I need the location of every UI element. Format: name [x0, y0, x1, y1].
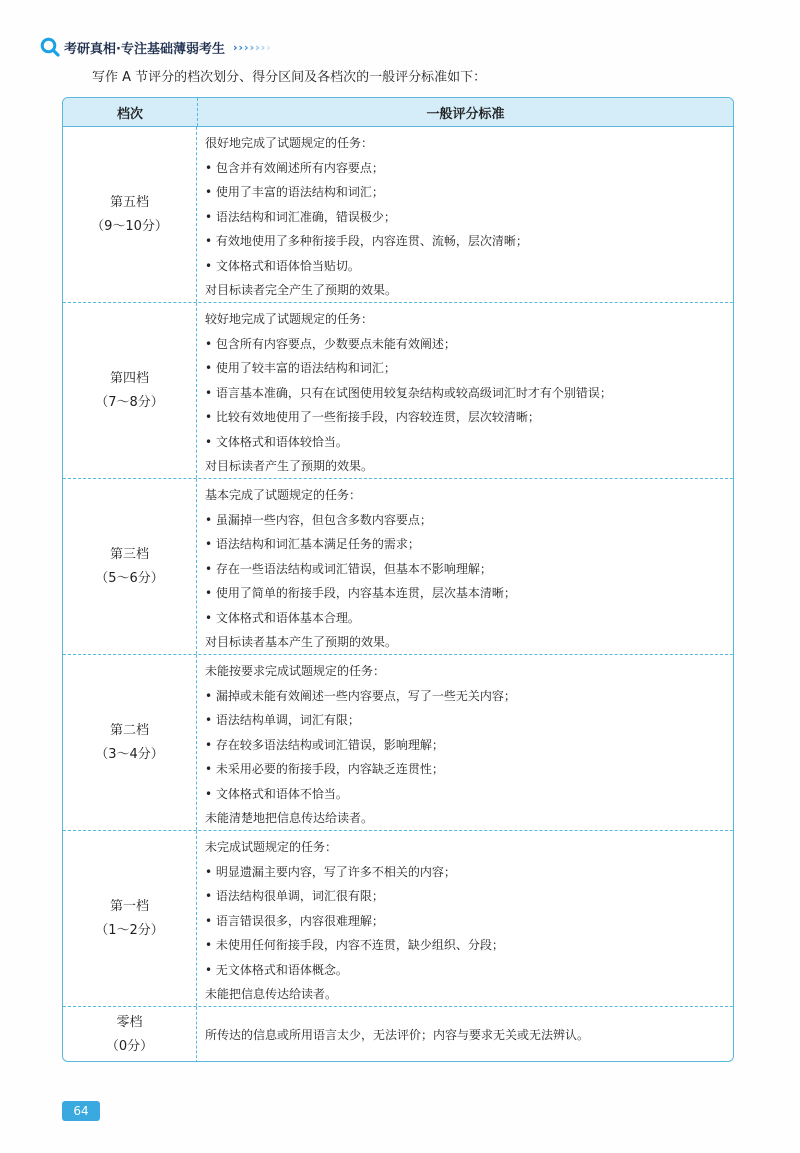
criteria-bullet-item: • 未使用任何衔接手段，内容不连贯，缺少组织、分段； — [205, 938, 504, 952]
column-header-criteria: 一般评分标准 — [426, 106, 505, 122]
level-name: 第三档 — [109, 546, 149, 562]
criteria-bullet-item: • 有效地使用了多种衔接手段，内容连贯、流畅，层次清晰； — [205, 234, 528, 248]
search-icon — [40, 37, 60, 57]
criteria-bullet-item: • 使用了较丰富的语法结构和词汇； — [205, 361, 396, 375]
level-score-range: （5～6分） — [95, 570, 164, 586]
table-row — [63, 655, 733, 831]
chevron-right-icon: › — [260, 40, 266, 54]
level-score-range: （9～10分） — [91, 218, 168, 234]
intro-text: 写作 A 节评分的档次划分、得分区间及各档次的一般评分标准如下： — [92, 70, 487, 85]
criteria-bullet-item: • 语法结构很单调，词汇很有限； — [205, 889, 384, 903]
criteria-text: 未能按要求完成试题规定的任务： — [205, 664, 386, 678]
table-row — [63, 479, 733, 655]
criteria-cell — [197, 127, 733, 302]
chevron-right-icon: › — [255, 40, 260, 54]
header-title: 考研真相·专注基础薄弱考生 — [64, 41, 225, 57]
criteria-bullet-item: • 文体格式和语体较恰当。 — [205, 434, 348, 449]
level-name: 第四档 — [109, 370, 149, 386]
criteria-bullet-item: • 虽漏掉一些内容，但包含多数内容要点； — [205, 512, 432, 527]
level-cell — [63, 127, 197, 302]
criteria-text: 对目标读者完全产生了预期的效果。 — [205, 283, 398, 297]
scoring-table — [62, 97, 734, 1062]
level-score-range: （0分） — [105, 1039, 154, 1054]
chevron-right-icon: › — [266, 40, 271, 54]
criteria-bullet-item: • 包含所有内容要点，少数要点未能有效阐述； — [205, 336, 456, 351]
level-score-range: （1～2分） — [95, 922, 164, 938]
chevron-right-icon: › — [232, 40, 238, 54]
criteria-cell — [197, 831, 733, 1006]
criteria-bullet-item: • 语法结构单调，词汇有限； — [205, 713, 360, 727]
criteria-bullet-item: • 存在一些语法结构或词汇错误，但基本不影响理解； — [205, 561, 492, 576]
table-body — [63, 127, 733, 1062]
criteria-bullet-item: • 语言错误很多，内容很难理解； — [205, 913, 384, 928]
table-row — [63, 127, 733, 303]
level-name: 第五档 — [109, 194, 149, 210]
criteria-text: 所传达的信息或所用语言太少，无法评价；内容与要求无关或无法辨认。 — [205, 1027, 590, 1042]
chevron-right-icon: › — [238, 40, 244, 54]
table-row — [63, 1007, 733, 1062]
chevron-right-icon: › — [249, 40, 255, 54]
level-cell — [63, 655, 197, 830]
criteria-bullet-item: • 语言基本准确，只有在试图使用较复杂结构或较高级词汇时才有个别错误； — [205, 385, 612, 400]
criteria-bullet-item: • 使用了简单的衔接手段，内容基本连贯，层次基本清晰； — [205, 586, 516, 600]
column-header-level: 档次 — [63, 98, 198, 126]
criteria-bullet-item: • 语法结构和词汇基本满足任务的需求； — [205, 537, 420, 551]
criteria-cell — [197, 303, 733, 478]
header-arrows — [233, 42, 272, 53]
criteria-bullet-item: • 文体格式和语体不恰当。 — [205, 786, 348, 801]
criteria-cell — [197, 1007, 733, 1062]
criteria-text: 未完成试题规定的任务： — [205, 840, 338, 854]
criteria-bullet-item: • 文体格式和语体恰当贴切。 — [205, 258, 360, 273]
criteria-bullet-item: • 明显遗漏主要内容，写了许多不相关的内容； — [205, 864, 456, 879]
criteria-cell — [197, 655, 733, 830]
table-row — [63, 303, 733, 479]
level-cell — [63, 831, 197, 1006]
criteria-text: 对目标读者产生了预期的效果。 — [205, 459, 374, 473]
level-cell — [63, 1007, 197, 1062]
level-name: 零档 — [116, 1015, 143, 1030]
criteria-bullet-item: • 包含并有效阐述所有内容要点； — [205, 160, 384, 175]
criteria-text: 对目标读者基本产生了预期的效果。 — [205, 635, 398, 649]
level-name: 第一档 — [109, 898, 149, 914]
page-number: 64 — [62, 1101, 100, 1121]
criteria-bullet-item: • 文体格式和语体基本合理。 — [205, 610, 360, 625]
chevron-right-icon: › — [244, 40, 249, 54]
criteria-text: 未能把信息传达给读者。 — [205, 987, 338, 1001]
level-cell — [63, 479, 197, 654]
level-score-range: （3～4分） — [95, 746, 164, 762]
criteria-bullet-item: • 无文体格式和语体概念。 — [205, 962, 348, 977]
page-header — [40, 36, 272, 58]
table-row — [63, 831, 733, 1007]
criteria-text: 未能清楚地把信息传达给读者。 — [205, 811, 374, 825]
criteria-cell — [197, 479, 733, 654]
criteria-bullet-item: • 比较有效地使用了一些衔接手段，内容较连贯，层次较清晰； — [205, 410, 540, 424]
level-name: 第二档 — [109, 722, 149, 738]
level-cell — [63, 303, 197, 478]
criteria-bullet-item: • 漏掉或未能有效阐述一些内容要点，写了一些无关内容； — [205, 688, 516, 703]
table-header-row — [63, 98, 733, 127]
level-score-range: （7～8分） — [95, 394, 164, 410]
criteria-bullet-item: • 存在较多语法结构或词汇错误，影响理解； — [205, 737, 444, 752]
criteria-bullet-item: • 语法结构和词汇准确，错误极少； — [205, 209, 396, 224]
criteria-text: 很好地完成了试题规定的任务： — [205, 136, 374, 150]
criteria-text: 基本完成了试题规定的任务： — [205, 488, 362, 502]
criteria-bullet-item: • 未采用必要的衔接手段，内容缺乏连贯性； — [205, 762, 444, 776]
criteria-text: 较好地完成了试题规定的任务： — [205, 312, 374, 326]
criteria-bullet-item: • 使用了丰富的语法结构和词汇； — [205, 185, 384, 199]
